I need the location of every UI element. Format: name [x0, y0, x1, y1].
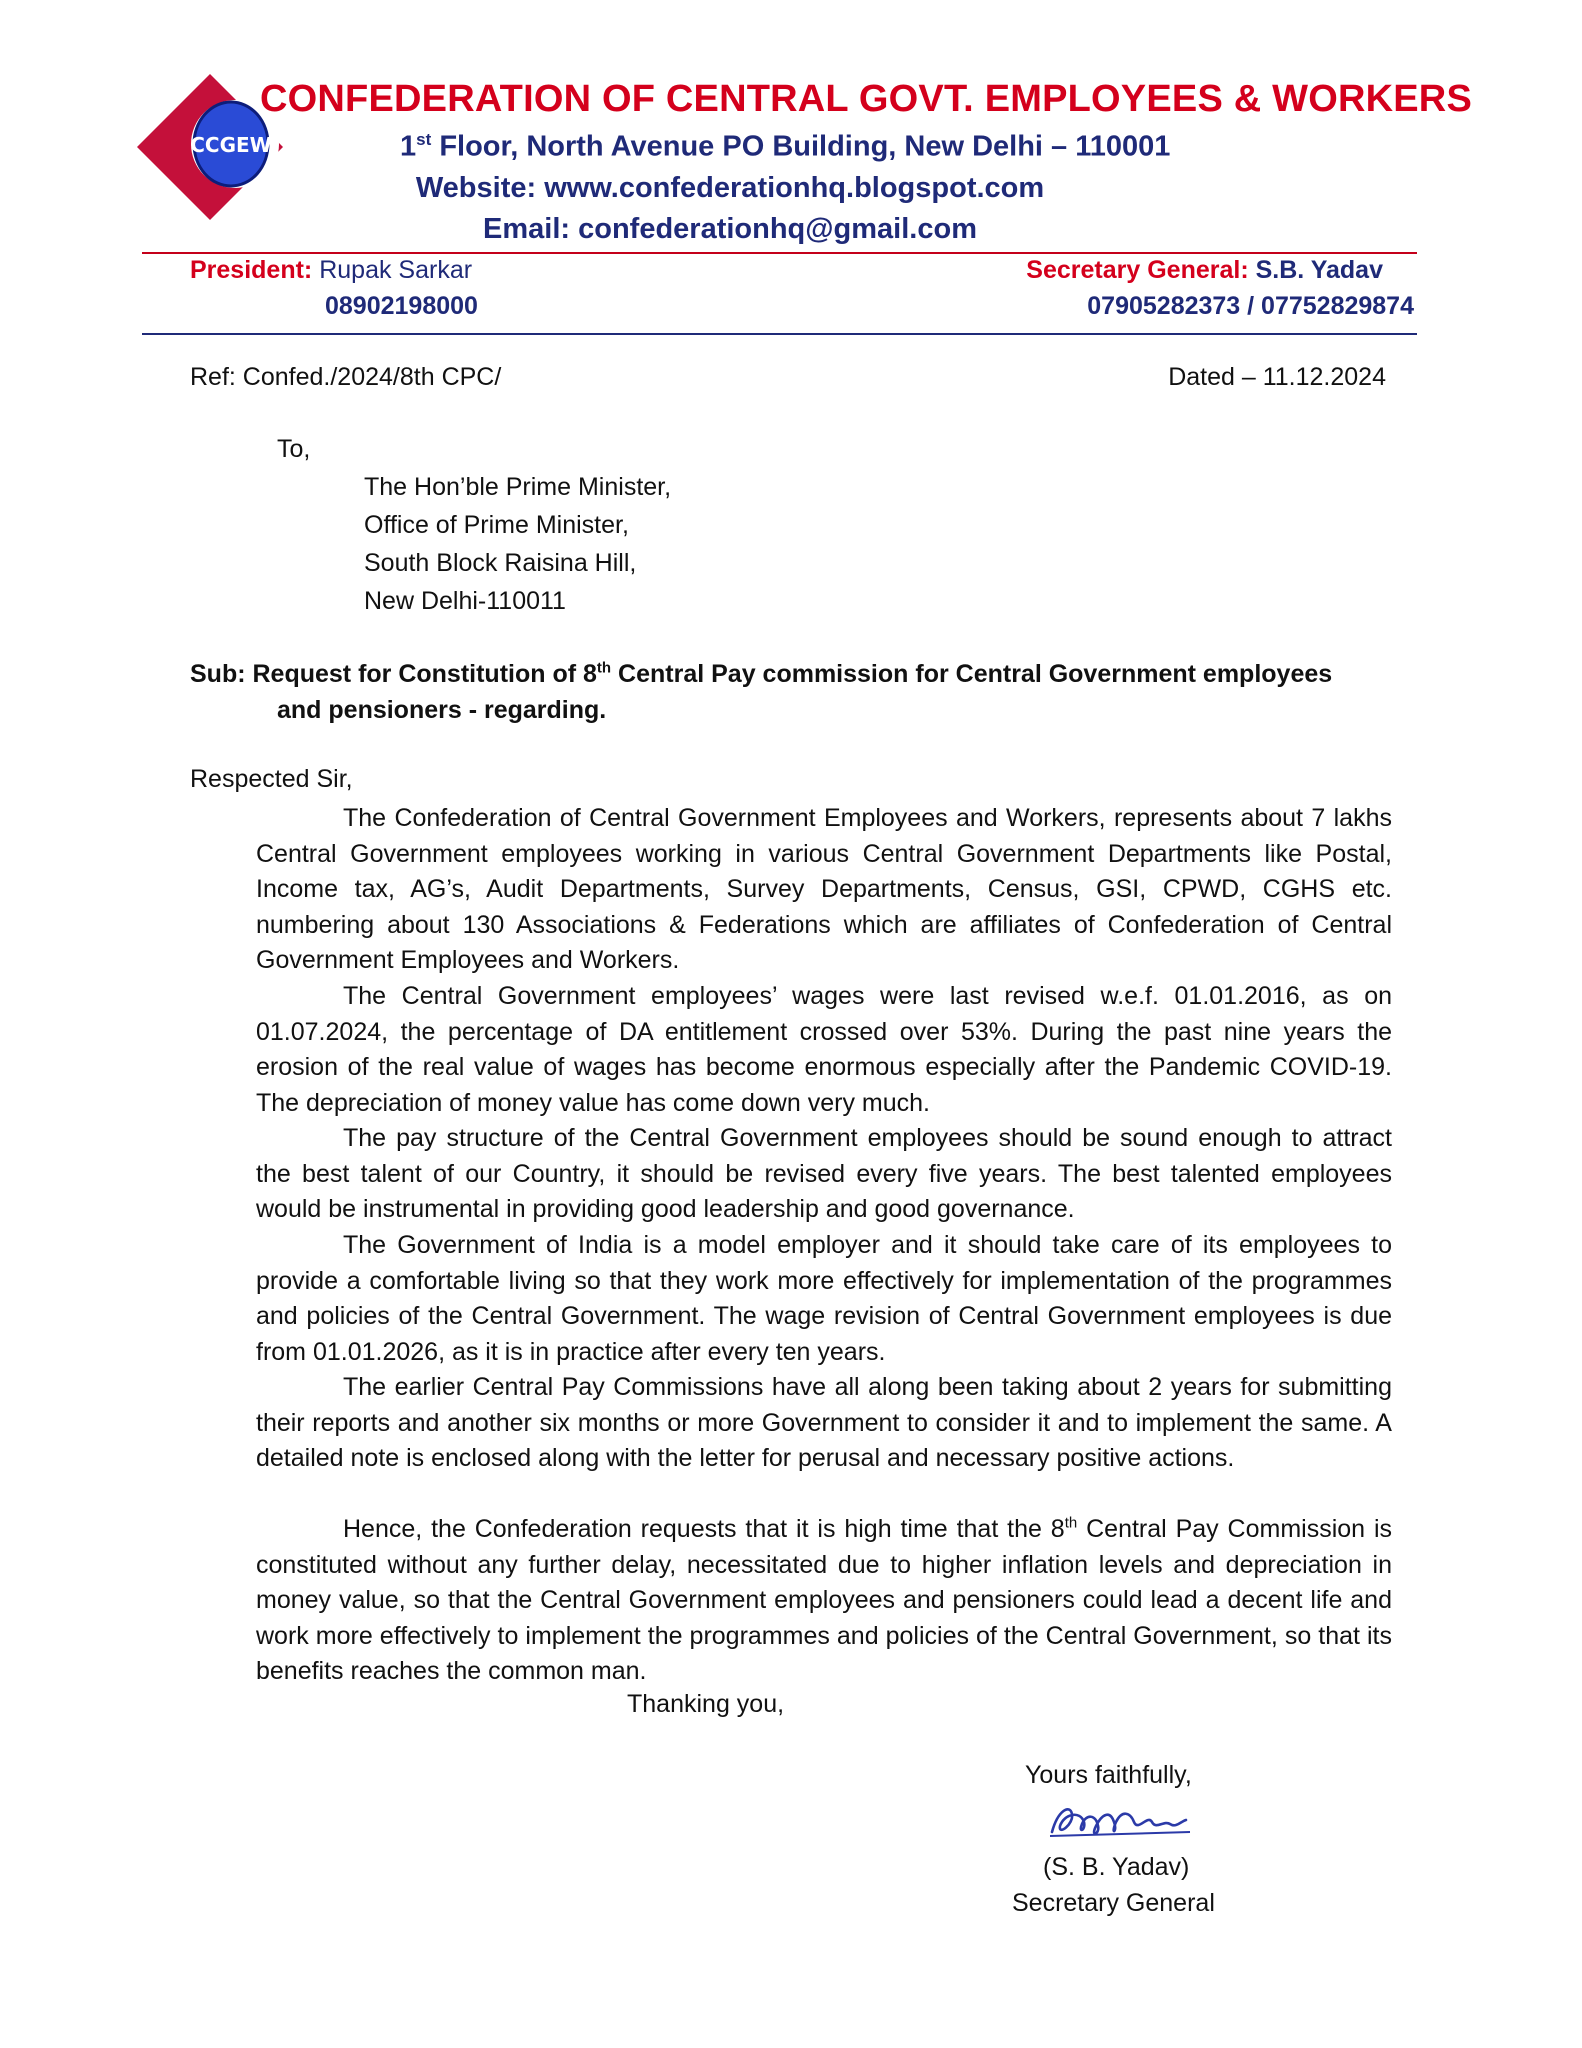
- addressee-line: South Block Raisina Hill,: [364, 549, 637, 577]
- body-paragraph: The earlier Central Pay Commissions have all along been taking about 2 years for submitting their reports and another six months or more Government to consider it and to implement the same. A detailed note is enclosed along with the letter for perusal and necessary positive actions.: [256, 1373, 1392, 1472]
- body-paragraph: The Government of India is a model employer and it should take care of its employees to provide a comfortable living so that they work more effectively for implementation of the programmes and policies of the Central Government. The wage revision of Central Government employees is due from 01.01.2026, as it is in practice after every ten years.: [256, 1231, 1392, 1366]
- body-paragraph: The pay structure of the Central Government employees should be sound enough to attract the best talent of our Country, it should be revised every five years. The best talented employees would be instrumental in providing good leadership and good governance.: [256, 1124, 1392, 1223]
- header-divider-red: [142, 252, 1417, 254]
- addressee-line: New Delhi-110011: [364, 587, 566, 615]
- thanking-you: Thanking you,: [627, 1690, 785, 1718]
- addressee-line: Office of Prime Minister,: [364, 511, 629, 539]
- addressee-line: The Hon’ble Prime Minister,: [364, 473, 672, 501]
- address-superscript: st: [416, 130, 432, 149]
- letter-date: Dated – 11.12.2024: [1168, 363, 1386, 391]
- president-line: [190, 256, 472, 285]
- organization-name: CONFEDERATION OF CENTRAL GOVT. EMPLOYEES & WORKERS: [260, 78, 1472, 120]
- president-name: Rupak Sarkar: [312, 256, 473, 284]
- header-divider-blue: [142, 333, 1417, 335]
- website: Website: www.confederationhq.blogspot.com: [415, 172, 1045, 204]
- secretary-label: Secretary General:: [1026, 256, 1249, 284]
- president-label: President:: [190, 256, 313, 284]
- email: Email: confederationhq@gmail.com: [483, 213, 977, 245]
- secretary-line: [1026, 256, 1383, 285]
- reference-number: Ref: Confed./2024/8th CPC/: [190, 363, 502, 391]
- signature: [1040, 1792, 1200, 1848]
- subject-line: Sub: Request for Constitution of 8th Central Pay commission for Central Government employees: [190, 659, 1333, 688]
- subject-line-2: and pensioners - regarding.: [277, 696, 607, 724]
- secretary-phone: 07905282373 / 07752829874: [1087, 292, 1414, 320]
- address-text: Floor, North Avenue PO Building, New Delhi – 110001: [431, 130, 1171, 163]
- signatory-name: (S. B. Yadav): [1043, 1853, 1190, 1881]
- president-phone: 08902198000: [325, 292, 478, 320]
- secretary-name: S.B. Yadav: [1248, 256, 1383, 284]
- salutation: Respected Sir,: [190, 765, 353, 793]
- to-label: To,: [277, 435, 311, 463]
- signatory-designation: Secretary General: [1012, 1889, 1215, 1917]
- organization-address: [400, 130, 1171, 164]
- body-paragraph: The Confederation of Central Government Employees and Workers, represents about 7 lakhs Central Government employees working in various Central Government Departments like Postal, Income tax, AG’s, Audit Departments, Survey Departments, Census, GSI, CPWD, CGHS etc. numbering about 130 Associations & Federations which are affiliates of Confederation of Central Government Employees and Workers.: [256, 804, 1392, 974]
- body-paragraph: The Central Government employees’ wages were last revised w.e.f. 01.01.2016, as on 01.07.2024, the percentage of DA entitlement crossed over 53%. During the past nine years the erosion of the real value of wages has become enormous especially after the Pandemic COVID-19. The depreciation of money value has come down very much.: [256, 982, 1392, 1117]
- logo-text: CCGEW: [190, 133, 272, 157]
- body-paragraph-final: Hence, the Confederation requests that it is high time that the 8th Central Pay Commission is constituted without any further delay, necessitated due to higher inflation levels and depreciation in money value, so that the Central Government employees and pensioners could lead a decent life and work more effectively to implement the programmes and policies of the Central Government, so that its benefits reaches the common man.: [256, 1514, 1393, 1685]
- address-number: 1: [400, 130, 417, 163]
- closing: Yours faithfully,: [1025, 1761, 1192, 1789]
